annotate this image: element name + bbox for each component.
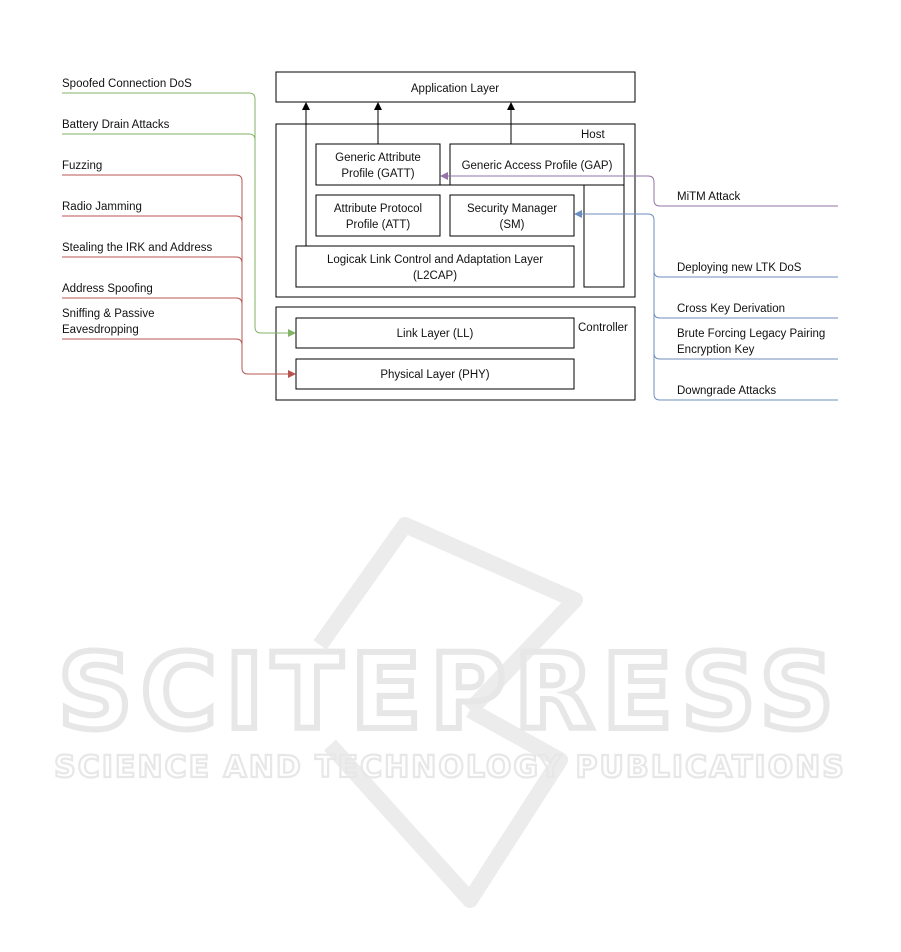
l2cap-label-2: (L2CAP): [412, 270, 458, 282]
l2cap-label-1: Logicak Link Control and Adaptation Layer: [326, 254, 544, 266]
attack-battery-drain: Battery Drain Attacks: [62, 119, 170, 131]
controller-label: Controller: [578, 322, 628, 334]
attack-brute-force-1: Brute Forcing Legacy Pairing: [677, 328, 826, 340]
host-label: Host: [581, 129, 605, 141]
gatt-label-2: Profile (GATT): [341, 168, 415, 180]
application-layer-label: Application Layer: [410, 83, 500, 95]
attack-sniffing-2: Eavesdropping: [62, 324, 139, 336]
attack-cross-key: Cross Key Derivation: [677, 303, 786, 315]
sniffing-line: [62, 339, 242, 345]
attack-spoofed-connection-dos: Spoofed Connection DoS: [62, 78, 192, 90]
physical-layer-label: Physical Layer (PHY): [380, 369, 490, 381]
watermark-subtitle: SCIENCE AND TECHNOLOGY PUBLICATIONS: [54, 750, 846, 785]
att-label-2: Profile (ATT): [345, 219, 411, 231]
address-spoofing-line: [62, 298, 242, 304]
attack-ltk-dos: Deploying new LTK DoS: [677, 262, 802, 274]
att-label-1: Attribute Protocol: [333, 203, 423, 215]
watermark-title: SCITEPRESS: [57, 631, 843, 753]
mitm-line: [441, 176, 838, 206]
attack-sniffing-1: Sniffing & Passive: [62, 308, 155, 320]
battery-drain-line: [62, 134, 255, 140]
watermark: [54, 525, 846, 900]
sm-label-1: Security Manager: [466, 203, 558, 215]
stealing-irk-line: [62, 257, 242, 263]
attack-radio-jamming: Radio Jamming: [62, 201, 142, 213]
attack-address-spoofing: Address Spoofing: [62, 283, 153, 295]
radio-jamming-line: [62, 216, 242, 222]
link-layer-label: Link Layer (LL): [396, 328, 474, 340]
attack-stealing-irk: Stealing the IRK and Address: [62, 242, 213, 254]
attack-downgrade: Downgrade Attacks: [677, 385, 777, 397]
attack-brute-force-2: Encryption Key: [677, 344, 755, 356]
gatt-label-1: Generic Attribute: [335, 152, 421, 164]
attack-mitm: MiTM Attack: [677, 191, 741, 203]
controller-box: [276, 307, 635, 400]
attack-fuzzing: Fuzzing: [62, 160, 103, 172]
sm-label-2: (SM): [499, 219, 525, 231]
gap-label: Generic Access Profile (GAP): [461, 160, 613, 172]
